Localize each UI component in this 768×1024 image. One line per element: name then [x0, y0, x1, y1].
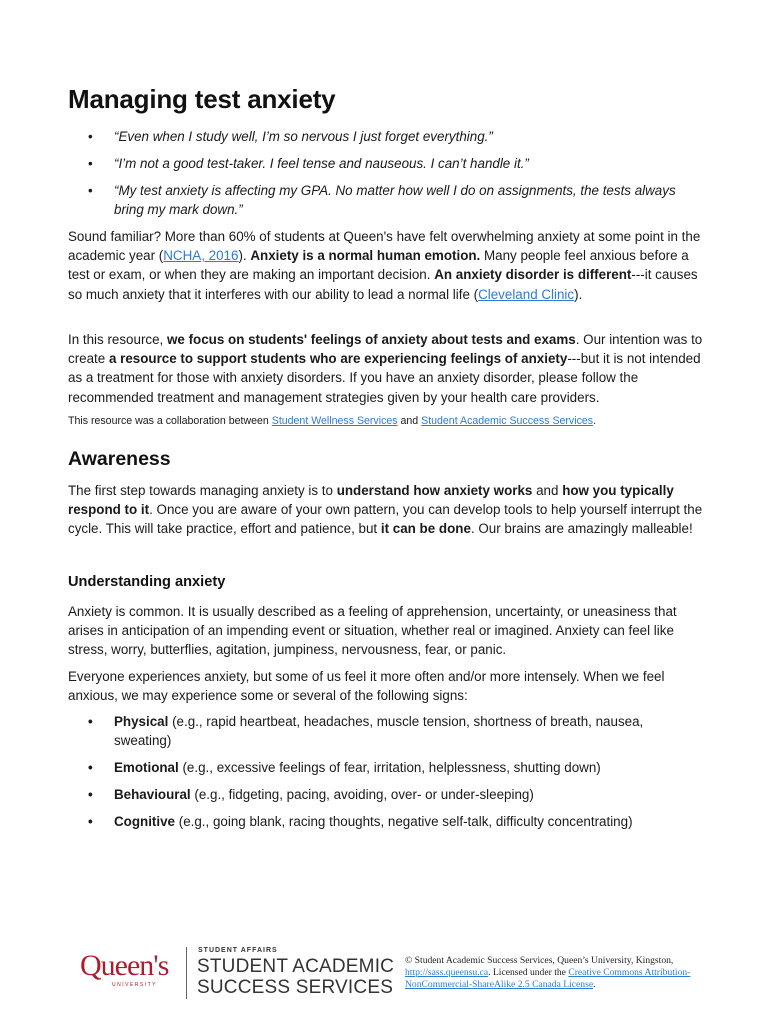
intro-text: Many people feel anxious before a test or exam, or when they are making an important decision.	[68, 248, 689, 283]
collab-text: This resource was a collaboration between	[68, 415, 272, 427]
understanding-heading: Understanding anxiety	[68, 574, 226, 590]
sass-logo	[197, 956, 394, 998]
signs-list	[68, 712, 704, 839]
logo-divider	[186, 947, 187, 999]
list-item: • “I’m not a good test-taker. I feel tense and nauseous. I can’t handle it.”	[68, 154, 704, 173]
list-item	[68, 785, 704, 804]
list-item: • “My test anxiety is affecting my GPA. No matter how well I do on assignments, the tests always bring my mark down.”	[68, 181, 704, 219]
copyright-text: .	[593, 979, 596, 990]
intro-emphasis: An anxiety disorder is different	[434, 267, 632, 283]
list-item	[68, 712, 704, 750]
sass-link[interactable]: Student Academic Success Services	[421, 415, 594, 427]
intro-text: Sound familiar? More than 60% of students at Queen's have felt overwhelming anxiety at some point in the academic year (	[68, 229, 701, 264]
understanding-paragraph: Anxiety is common. It is usually described as a feeling of apprehension, uncertainty, or uneasiness that arises in anticipation of an impending event or situation, whether real or imagined. Anxiety can feel like stress, worry, butterflies, agitation, jumpiness, nervousness, fear, or panic.	[68, 604, 677, 658]
sign-label: Behavioural	[114, 787, 191, 802]
sign-label: Cognitive	[114, 814, 176, 829]
list-item	[68, 812, 704, 831]
sign-label: Emotional	[114, 760, 179, 775]
list-item	[68, 758, 704, 777]
sign-label: Physical	[114, 714, 169, 729]
collab-text: .	[593, 415, 597, 427]
awareness-paragraph	[68, 481, 704, 539]
awareness-emphasis: it can be done	[380, 521, 471, 537]
student-affairs-label: STUDENT AFFAIRS	[198, 947, 278, 954]
focus-text: In this resource,	[68, 332, 167, 347]
intro-text: ).	[574, 286, 583, 302]
focus-text: . Our intention was to create	[68, 332, 703, 367]
focus-emphasis: a resource to support students who are experiencing feelings of anxiety	[108, 351, 568, 367]
copyright-text: © Student Academic Success Services, Queen’s University, Kingston,	[405, 955, 674, 966]
copyright-text: . Licensed under the	[488, 967, 569, 978]
queens-logo-subtitle: UNIVERSITY	[112, 982, 158, 988]
awareness-emphasis: understand how anxiety works	[336, 483, 533, 498]
license-link[interactable]: Creative Commons Attribution-NonCommercial-ShareAlike 2.5 Canada License	[405, 967, 691, 990]
awareness-text: The first step towards managing anxiety is to	[68, 483, 337, 498]
intro-paragraph	[68, 227, 704, 304]
student-wellness-link[interactable]: Student Wellness Services	[271, 415, 398, 427]
sass-logo-line: STUDENT ACADEMIC	[197, 956, 395, 977]
awareness-heading: Awareness	[68, 448, 171, 470]
awareness-text: . Our brains are amazingly malleable!	[470, 521, 693, 537]
focus-emphasis: we focus on students' feelings of anxiety about tests and exams	[167, 332, 576, 347]
focus-text: ---but it is not intended as a treatment for those with anxiety disorders. If you have an anxiety disorder, please follow the recommended treatment and management strategies given by your health care providers.	[68, 351, 701, 405]
focus-paragraph	[68, 330, 704, 407]
ncha-link[interactable]: NCHA, 2016	[163, 248, 239, 264]
sass-url-link[interactable]: http://sass.queensu.ca	[405, 967, 489, 978]
page-footer	[0, 945, 768, 1005]
cleveland-clinic-link[interactable]: Cleveland Clinic	[478, 286, 575, 302]
intro-emphasis: Anxiety is a normal human emotion.	[250, 248, 481, 264]
sign-text: (e.g., fidgeting, pacing, avoiding, over- or under-sleeping)	[190, 787, 534, 802]
intro-text: ).	[238, 248, 251, 264]
intro-text: ---it causes so much anxiety that it interferes with our ability to lead a normal life (	[68, 267, 698, 302]
sign-text: (e.g., rapid heartbeat, headaches, muscle tension, shortness of breath, nausea, sweating)	[114, 714, 644, 748]
sign-text: (e.g., going blank, racing thoughts, negative self-talk, difficulty concentrating)	[175, 814, 633, 829]
signs-intro-paragraph: Everyone experiences anxiety, but some of us feel it more often and/or more intensely. When we feel anxious, we may experience some or several of the following signs:	[68, 669, 665, 704]
awareness-text: and	[532, 483, 563, 498]
collaboration-note	[68, 414, 704, 428]
page-title: Managing test anxiety	[68, 84, 336, 114]
awareness-text: . Once you are aware of your own pattern, you can develop tools to help yourself interrupt the cycle. This will take practice, effort and patience, but	[68, 502, 703, 537]
queens-logo: Queen's	[80, 949, 169, 982]
sign-text: (e.g., excessive feelings of fear, irritation, helplessness, shutting down)	[178, 760, 601, 775]
quote-list	[68, 127, 704, 227]
collab-text: and	[397, 415, 422, 427]
list-item: • “Even when I study well, I’m so nervous I just forget everything.”	[68, 127, 704, 146]
awareness-emphasis: how you typically respond to it	[68, 483, 674, 518]
sass-logo-line: SUCCESS SERVICES	[197, 977, 394, 998]
copyright-notice	[405, 955, 705, 991]
